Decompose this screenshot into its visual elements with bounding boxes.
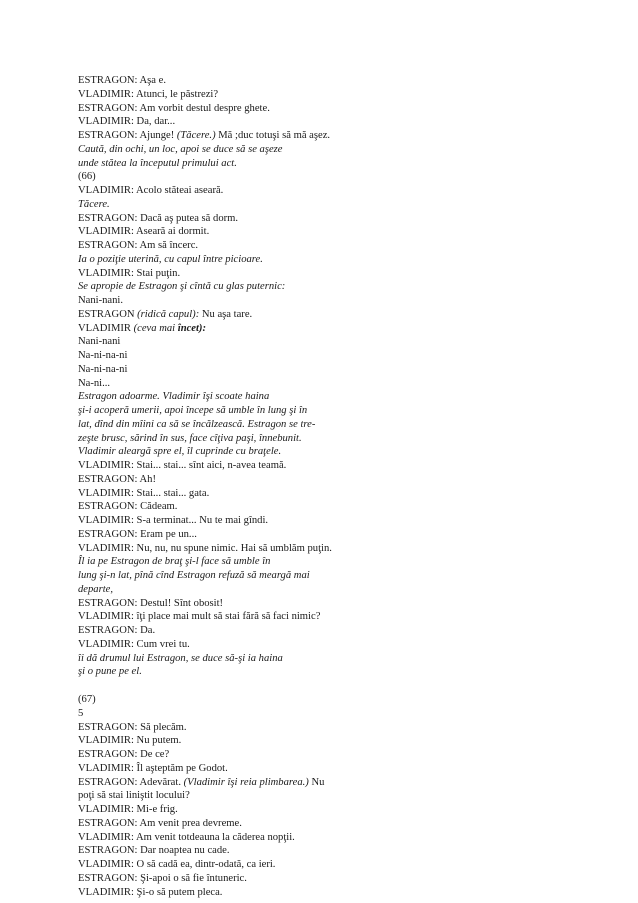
text-line bbox=[78, 294, 378, 308]
dialogue-text: Nani-nani. bbox=[78, 295, 124, 306]
dialogue-text: ESTRAGON: Adevărat. bbox=[78, 776, 184, 788]
dialogue-text: ESTRAGON: Cădeam. bbox=[78, 501, 178, 513]
stage-direction-text: şi-i acoperă umerii, apoi începe să umble în lung şi în bbox=[78, 405, 308, 416]
text-line bbox=[78, 102, 378, 116]
dialogue-text: VLADIMIR: Acolo stăteai aseară. bbox=[78, 185, 224, 196]
dialogue-text: VLADIMIR: S-a terminat... Nu te mai gîndi. bbox=[78, 515, 269, 526]
dialogue-text: ESTRAGON: Am vorbit destul despre ghete. bbox=[78, 102, 270, 114]
document-page bbox=[78, 74, 378, 899]
dialogue-text: (67) bbox=[78, 694, 96, 705]
text-line bbox=[78, 789, 378, 803]
stage-direction-text: Vladimir aleargă spre el, îl cuprinde cu braţele. bbox=[78, 446, 282, 458]
text-line bbox=[78, 115, 378, 129]
dialogue-text: ESTRAGON: Am să încerc. bbox=[78, 240, 199, 251]
stage-direction-text: departe, bbox=[78, 583, 114, 595]
text-line bbox=[78, 693, 378, 707]
text-line bbox=[78, 404, 378, 418]
dialogue-text: Nu bbox=[308, 776, 325, 788]
text-line bbox=[78, 583, 378, 597]
stage-direction-text: unde stătea la începutul primului act. bbox=[78, 157, 237, 169]
dialogue-text: ESTRAGON: Şi-apoi o să fie întuneric. bbox=[78, 872, 247, 884]
dialogue-text: Na-ni-na-ni bbox=[78, 363, 128, 375]
stage-direction-text: (ceva mai bbox=[133, 322, 178, 334]
text-line bbox=[78, 610, 378, 624]
text-line bbox=[78, 652, 378, 666]
text-line bbox=[78, 707, 378, 721]
text-line bbox=[78, 665, 378, 679]
dialogue-text: Nani-nani bbox=[78, 336, 121, 348]
text-line bbox=[78, 844, 378, 858]
text-line bbox=[78, 74, 378, 88]
text-line bbox=[78, 831, 378, 845]
text-line bbox=[78, 253, 378, 267]
dialogue-text: VLADIMIR: Am venit totdeauna la căderea nopţii. bbox=[78, 831, 295, 843]
stage-direction-text: Ia o poziţie uterină, cu capul între picioare. bbox=[78, 253, 263, 265]
dialogue-text: VLADIMIR: Îl aşteptăm pe Godot. bbox=[78, 762, 228, 774]
dialogue-text: VLADIMIR bbox=[78, 322, 134, 334]
dialogue-text: VLADIMIR: Atunci, le păstrezi? bbox=[78, 88, 219, 100]
text-line bbox=[78, 473, 378, 487]
dialogue-text: ESTRAGON: Destul! Sînt obosit! bbox=[78, 597, 224, 609]
dialogue-text: ESTRAGON: Ah! bbox=[78, 473, 156, 485]
text-line bbox=[78, 858, 378, 872]
dialogue-text: ESTRAGON: Să plecăm. bbox=[78, 721, 187, 733]
dialogue-text: Mă ;duc totuşi să mă aşez. bbox=[215, 130, 331, 141]
text-line bbox=[78, 157, 378, 171]
dialogue-text: Na-ni... bbox=[78, 377, 111, 389]
text-line bbox=[78, 363, 378, 377]
text-line bbox=[78, 569, 378, 583]
dialogue-text: VLADIMIR: Stai... stai... gata. bbox=[78, 487, 210, 499]
dialogue-text: ESTRAGON: De ce? bbox=[78, 749, 170, 760]
dialogue-text: Nu aşa tare. bbox=[199, 308, 253, 320]
dialogue-text: 5 bbox=[78, 707, 84, 719]
text-line bbox=[78, 143, 378, 157]
dialogue-text: ESTRAGON: Da. bbox=[78, 625, 156, 636]
stage-direction-text: (ridică capul): bbox=[137, 308, 200, 320]
text-line bbox=[78, 198, 378, 212]
text-line bbox=[78, 872, 378, 886]
stage-direction-text: şi o pune pe el. bbox=[78, 666, 142, 678]
dialogue-text: VLADIMIR: îţi place mai mult să stai fără să faci nimic? bbox=[78, 611, 321, 623]
text-line bbox=[78, 129, 378, 143]
stage-direction-text: (Tăcere.) bbox=[176, 130, 216, 141]
text-line bbox=[78, 239, 378, 253]
paragraph-gap bbox=[78, 679, 378, 693]
text-line bbox=[78, 803, 378, 817]
dialogue-text: poţi să stai liniştit locului? bbox=[78, 790, 190, 802]
dialogue-text: VLADIMIR: O să cadă ea, dintr-odată, ca ieri. bbox=[78, 859, 276, 870]
text-line bbox=[78, 445, 378, 459]
text-line bbox=[78, 335, 378, 349]
text-line bbox=[78, 432, 378, 446]
text-line bbox=[78, 322, 378, 336]
text-line bbox=[78, 721, 378, 735]
stage-direction-text: lung şi-n lat, pînă cînd Estragon refuză să meargă mai bbox=[78, 570, 310, 581]
text-line bbox=[78, 212, 378, 226]
text-line bbox=[78, 88, 378, 102]
text-line bbox=[78, 459, 378, 473]
text-line bbox=[78, 390, 378, 404]
text-line bbox=[78, 555, 378, 569]
dialogue-text: ESTRAGON: Eram pe un... bbox=[78, 528, 197, 540]
dialogue-text: Na-ni-na-ni bbox=[78, 350, 128, 361]
text-line bbox=[78, 308, 378, 322]
text-line bbox=[78, 542, 378, 556]
text-line bbox=[78, 514, 378, 528]
text-line bbox=[78, 500, 378, 514]
dialogue-text: VLADIMIR: Da, dar... bbox=[78, 116, 176, 128]
text-line bbox=[78, 762, 378, 776]
stage-direction-text: Estragon adoarme. Vladimir îşi scoate haina bbox=[78, 391, 270, 403]
text-line bbox=[78, 377, 378, 391]
dialogue-text: VLADIMIR: Nu putem. bbox=[78, 735, 182, 747]
dialogue-text: VLADIMIR: Cum vrei tu. bbox=[78, 638, 190, 650]
text-line bbox=[78, 776, 378, 790]
dialogue-text: VLADIMIR: Stai puţin. bbox=[78, 267, 181, 279]
text-line bbox=[78, 624, 378, 638]
text-line bbox=[78, 170, 378, 184]
text-line bbox=[78, 597, 378, 611]
dialogue-text: ESTRAGON: Aşa e. bbox=[78, 75, 166, 86]
text-line bbox=[78, 267, 378, 281]
stage-direction-text: îi dă drumul lui Estragon, se duce să-şi ia haina bbox=[78, 652, 283, 664]
text-line bbox=[78, 638, 378, 652]
dialogue-text: ESTRAGON: Dacă aş putea să dorm. bbox=[78, 212, 239, 224]
stage-direction-text: Îl ia pe Estragon de braţ şi-l face să umble în bbox=[78, 556, 271, 568]
text-line bbox=[78, 225, 378, 239]
text-line bbox=[78, 528, 378, 542]
text-line bbox=[78, 487, 378, 501]
dialogue-text: ESTRAGON bbox=[78, 308, 138, 320]
text-line bbox=[78, 748, 378, 762]
text-line bbox=[78, 184, 378, 198]
stage-direction-text: Tăcere. bbox=[78, 198, 110, 210]
dialogue-text: VLADIMIR: Stai... stai... sînt aici, n-avea teamă. bbox=[78, 460, 287, 471]
text-line bbox=[78, 734, 378, 748]
text-line bbox=[78, 280, 378, 294]
dialogue-text: VLADIMIR: Aseară ai dormit. bbox=[78, 226, 210, 238]
stage-direction-text: zeşte brusc, sărind în sus, face cîţiva paşi, înnebunit. bbox=[78, 432, 302, 444]
text-line bbox=[78, 349, 378, 363]
dialogue-text: ESTRAGON: Am venit prea devreme. bbox=[78, 817, 242, 829]
text-line bbox=[78, 886, 378, 900]
dialogue-text: VLADIMIR: Şi-o să putem pleca. bbox=[78, 886, 223, 898]
dialogue-text: (66) bbox=[78, 171, 96, 183]
stage-direction-text: încet): bbox=[177, 322, 206, 334]
dialogue-text: ESTRAGON: Dar noaptea nu cade. bbox=[78, 845, 230, 857]
text-line bbox=[78, 817, 378, 831]
stage-direction-text: Caută, din ochi, un loc, apoi se duce să se aşeze bbox=[78, 143, 283, 155]
stage-direction-text: (Vladimir îşi reia plimbarea.) bbox=[183, 776, 309, 788]
dialogue-text: VLADIMIR: Nu, nu, nu spune nimic. Hai să umblăm puţin. bbox=[78, 542, 332, 554]
dialogue-text: VLADIMIR: Mi-e frig. bbox=[78, 804, 178, 815]
stage-direction-text: Se apropie de Estragon şi cîntă cu glas puternic: bbox=[78, 281, 286, 293]
stage-direction-text: lat, dînd din mîini ca să se încălzească. Estragon se tre- bbox=[78, 418, 316, 430]
dialogue-text: ESTRAGON: Ajunge! bbox=[78, 130, 177, 141]
text-line bbox=[78, 418, 378, 432]
